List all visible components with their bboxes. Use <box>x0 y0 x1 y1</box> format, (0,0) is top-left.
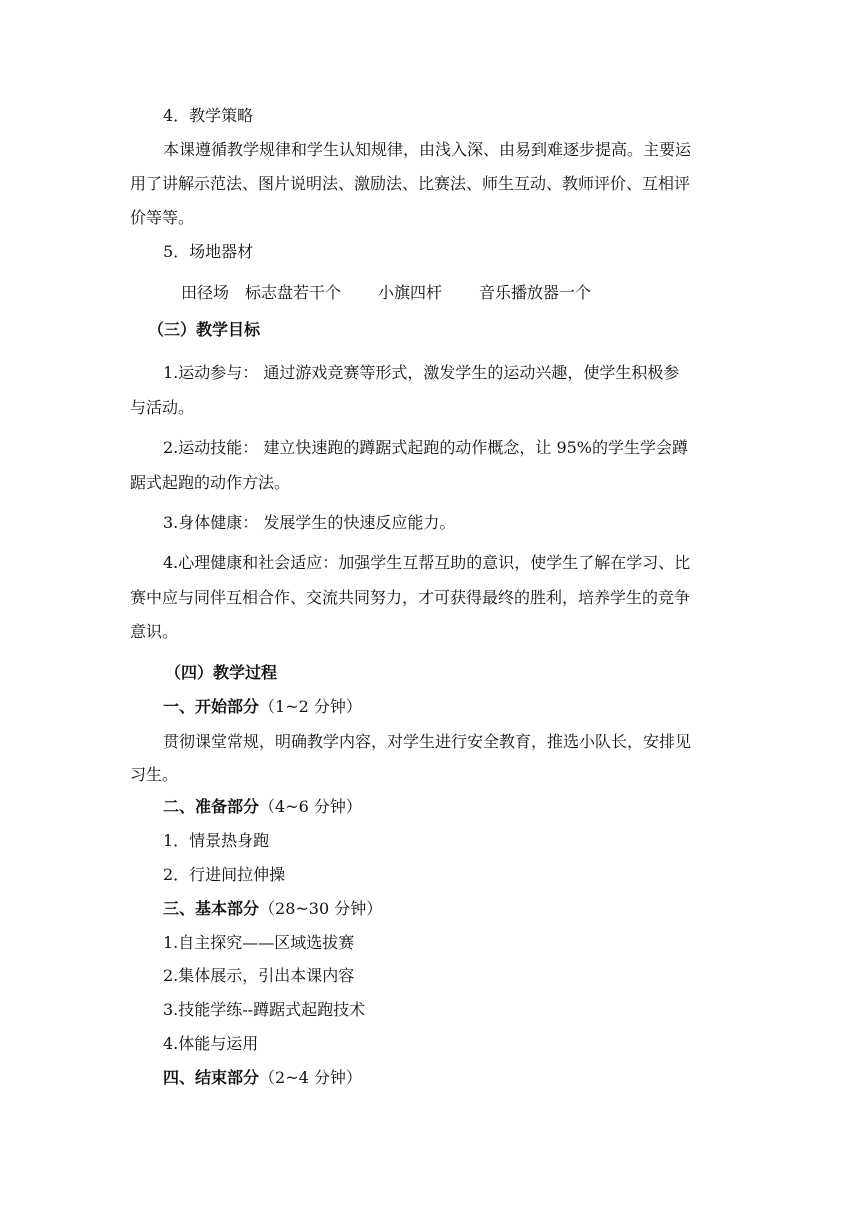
equipment-item: 小旗四杆 <box>378 283 443 302</box>
paragraph-line: 价等等。 <box>130 208 195 227</box>
equipment-item: 标志盘若干个 <box>245 283 342 302</box>
goal-line: 2.运动技能： 建立快速跑的蹲踞式起跑的动作概念，让 95%的学生学会蹲 <box>163 438 689 457</box>
part-3-heading <box>163 899 382 919</box>
part-duration: （28~30 分钟） <box>259 899 383 918</box>
paragraph-line: 习生。 <box>130 765 179 784</box>
list-item: 2.集体展示，引出本课内容 <box>163 966 355 985</box>
part-1-heading <box>163 697 362 717</box>
part-duration: （1~2 分钟） <box>259 697 362 716</box>
paragraph-line: 本课遵循教学规律和学生认知规律，由浅入深、由易到难逐步提高。主要运 <box>163 140 692 159</box>
list-item: 1.自主探究——区域选拔赛 <box>163 933 355 952</box>
part-duration: （4~6 分钟） <box>259 797 362 816</box>
goal-line: 赛中应与同伴互相合作、交流共同努力，才可获得最终的胜利，培养学生的竞争 <box>130 588 691 607</box>
list-item: 1．情景热身跑 <box>163 831 270 850</box>
goal-line: 与活动。 <box>130 398 195 417</box>
section-5-heading: 5．场地器材 <box>163 242 254 261</box>
part-title: 一、开始部分 <box>163 697 260 716</box>
paragraph-line: 贯彻课堂常规，明确教学内容，对学生进行安全教育，推选小队长，安排见 <box>163 732 692 751</box>
part-title: 四、结束部分 <box>163 1068 260 1087</box>
equipment-item: 田径场 <box>181 283 230 302</box>
list-item: 2．行进间拉伸操 <box>163 865 286 884</box>
section-4-heading: 4．教学策略 <box>163 106 254 125</box>
goal-line: 4.心理健康和社会适应：加强学生互帮互助的意识，使学生了解在学习、比 <box>163 553 691 572</box>
equipment-list <box>181 283 591 303</box>
equipment-item: 音乐播放器一个 <box>479 283 592 302</box>
goals-heading: （三）教学目标 <box>148 320 261 339</box>
part-2-heading <box>163 797 362 817</box>
part-4-heading <box>163 1068 362 1088</box>
part-duration: （2~4 分钟） <box>259 1068 362 1087</box>
paragraph-line: 用了讲解示范法、图片说明法、激励法、比赛法、师生互动、教师评价、互相评 <box>130 174 691 193</box>
process-heading: （四）教学过程 <box>165 663 278 682</box>
goal-line: 意识。 <box>130 622 179 641</box>
goal-line: 3.身体健康： 发展学生的快速反应能力。 <box>163 513 456 532</box>
list-item: 3.技能学练--蹲踞式起跑技术 <box>163 1000 366 1019</box>
part-title: 三、基本部分 <box>163 899 260 918</box>
goal-line: 1.运动参与： 通过游戏竞赛等形式，激发学生的运动兴趣，使学生积极参 <box>163 363 680 382</box>
part-title: 二、准备部分 <box>163 797 260 816</box>
list-item: 4.体能与运用 <box>163 1034 259 1053</box>
goal-line: 踞式起跑的动作方法。 <box>130 473 291 492</box>
